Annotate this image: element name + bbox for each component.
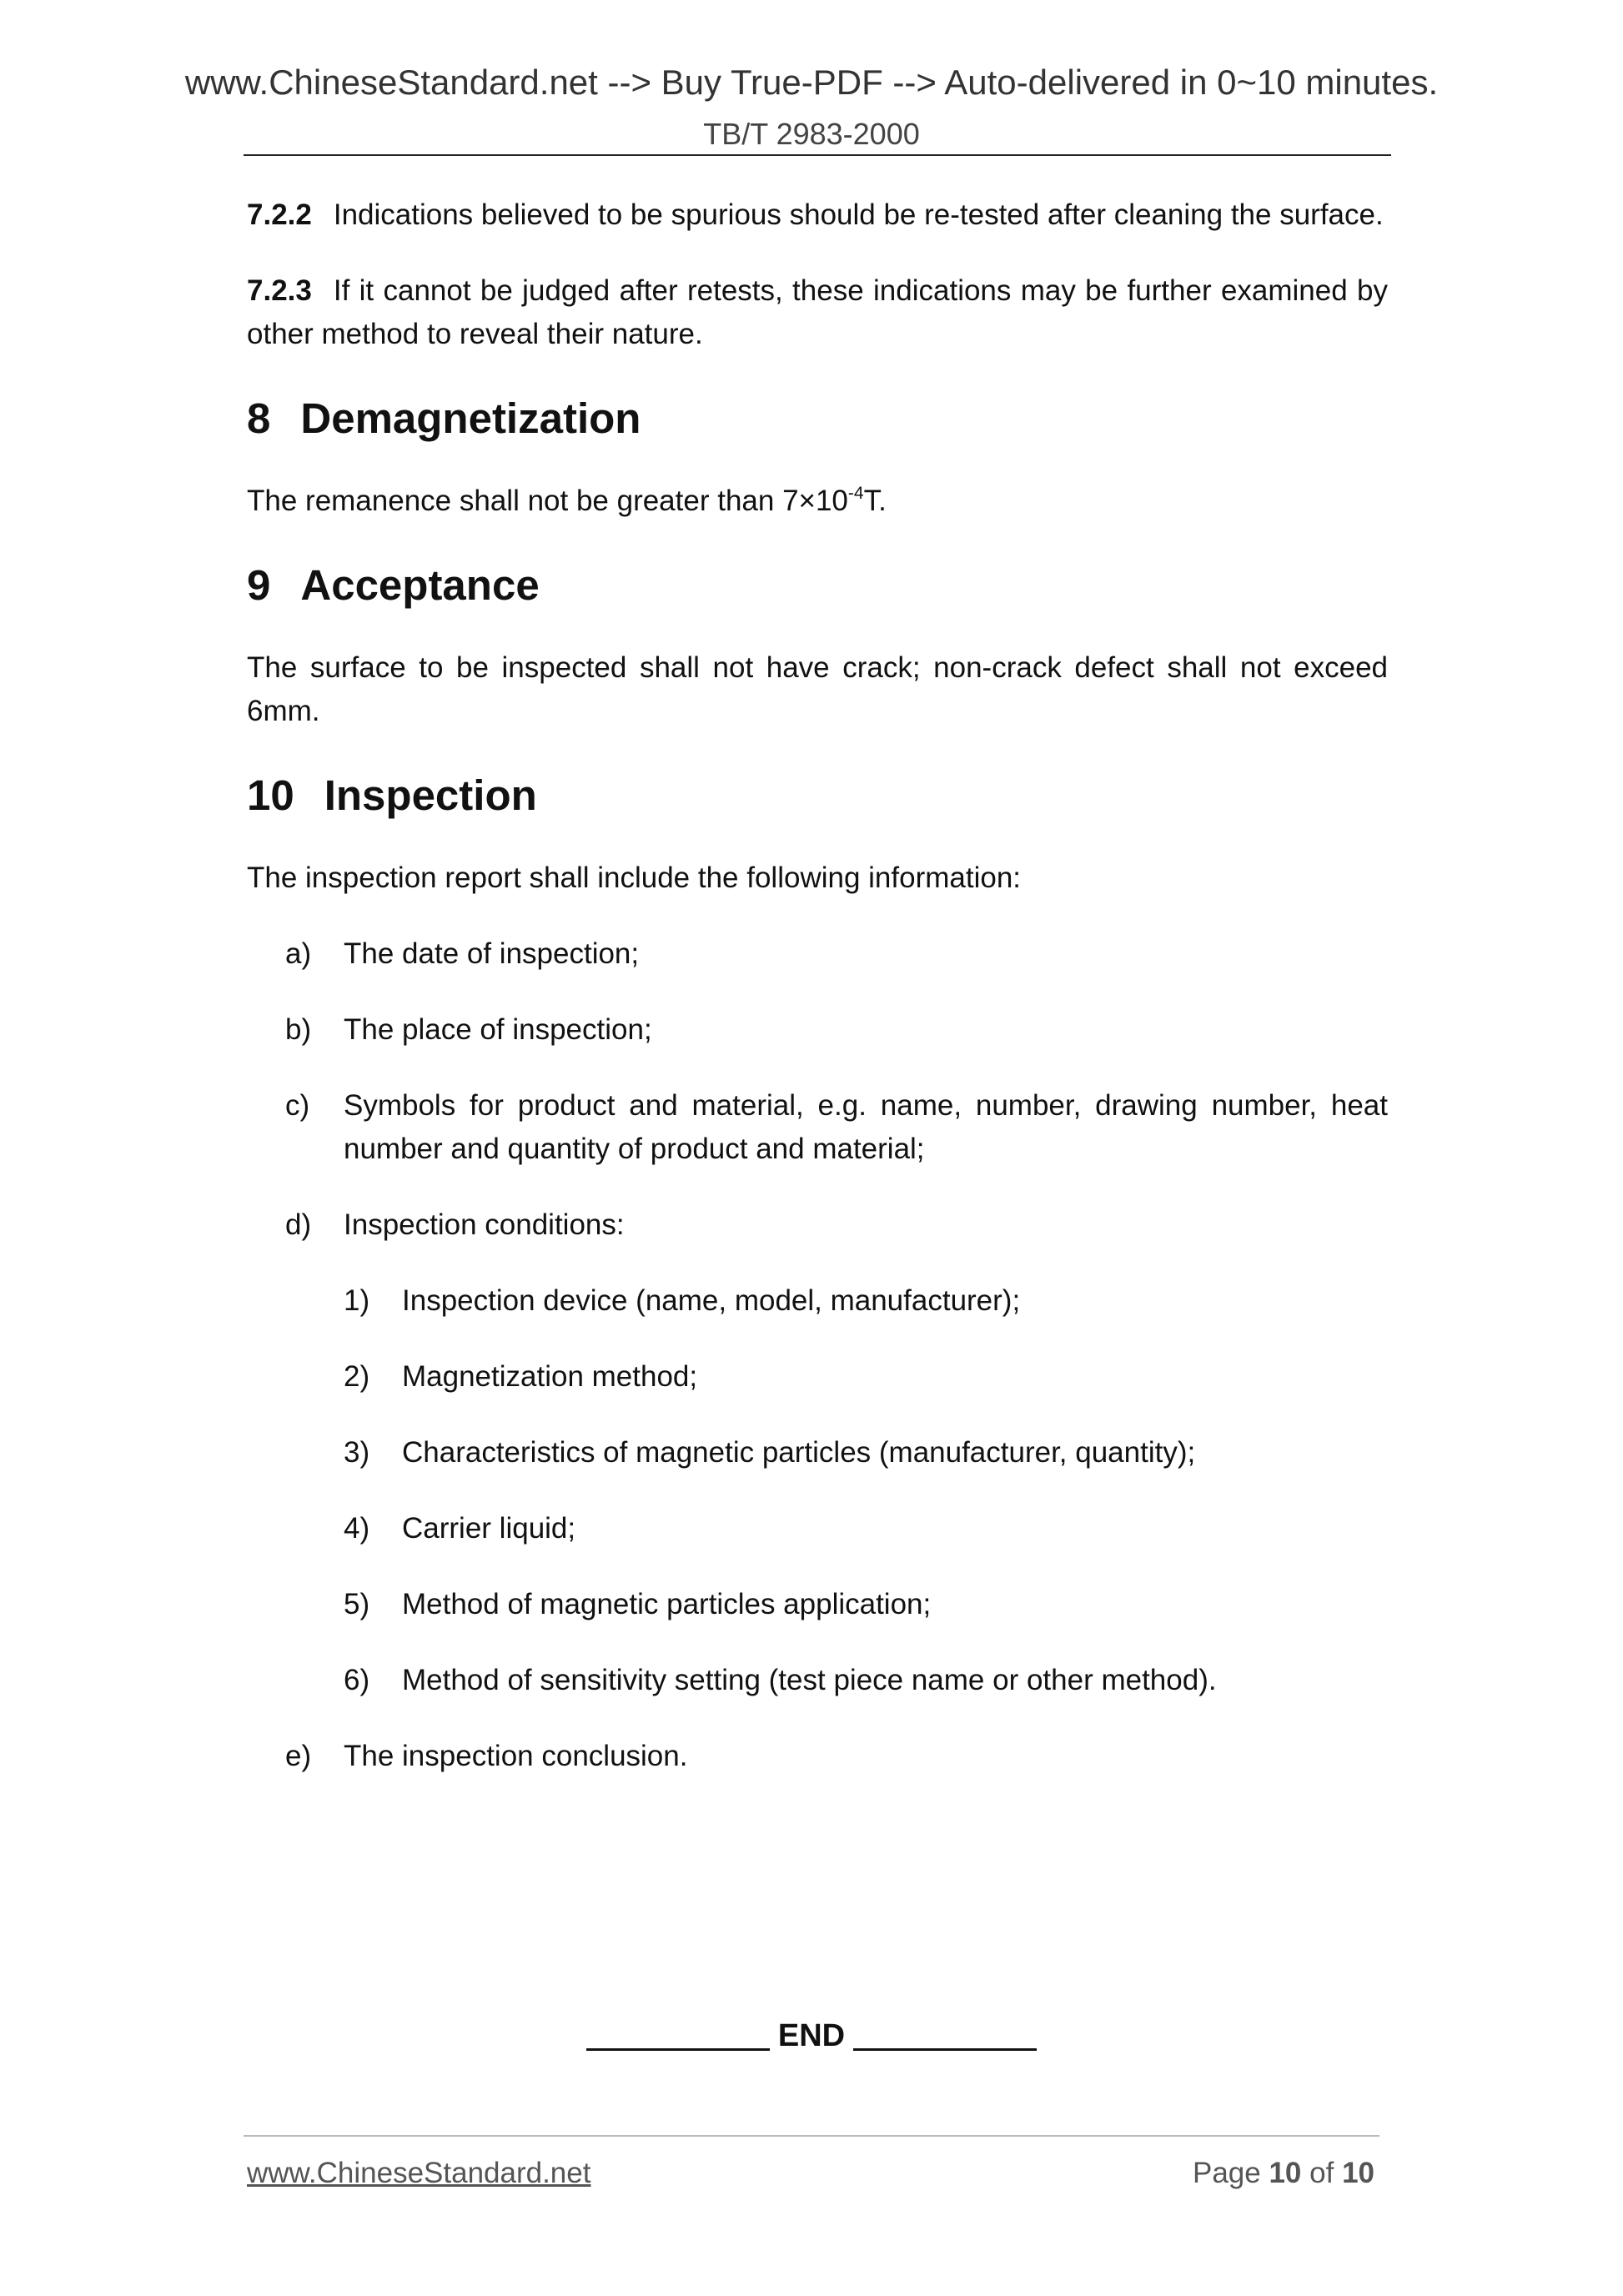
list-item-text: Method of sensitivity setting (test piece name or other method).: [402, 1664, 1217, 1696]
sub-list-item: [344, 1659, 1388, 1702]
end-rule-left: [586, 2048, 770, 2051]
page-current: 10: [1269, 2157, 1302, 2189]
acceptance-text: The surface to be inspected shall not have crack; non-crack defect shall not exceed 6mm.: [247, 651, 1388, 727]
list-marker: 5): [344, 1588, 370, 1620]
list-item: [247, 932, 1388, 976]
inspection-intro: The inspection report shall include the following information:: [247, 862, 1022, 894]
list-marker: c): [285, 1089, 310, 1122]
list-item-text: Symbols for product and material, e.g. name, number, drawing number, heat number and quantity of product and material;: [344, 1089, 1388, 1165]
text-part: The remanence shall not be greater than 7×10: [247, 485, 848, 517]
exponent: -4: [847, 484, 864, 503]
footer-divider: [244, 2135, 1379, 2137]
section-heading-demagnetization: [247, 394, 1388, 444]
section-title: Inspection: [324, 771, 537, 819]
list-item-text: Magnetization method;: [402, 1360, 698, 1393]
list-marker: 3): [344, 1436, 370, 1469]
clause-text: Indications believed to be spurious should be re-tested after cleaning the surface.: [333, 198, 1384, 231]
list-item-text: Inspection conditions:: [344, 1208, 625, 1241]
list-item: [247, 1735, 1388, 1778]
header-divider: [244, 154, 1391, 156]
inspection-report-list: [247, 932, 1388, 1778]
page-prefix: Page: [1192, 2157, 1261, 2189]
list-marker: 4): [344, 1512, 370, 1545]
footer-site-link[interactable]: www.ChineseStandard.net: [247, 2157, 591, 2189]
list-marker: b): [285, 1013, 312, 1046]
list-marker: 1): [344, 1284, 370, 1317]
list-item: [247, 1008, 1388, 1052]
sub-list-item: [344, 1355, 1388, 1399]
sub-list-item: [344, 1279, 1388, 1323]
sub-list-item: [344, 1583, 1388, 1626]
list-item-text: Method of magnetic particles application;: [402, 1588, 932, 1620]
section-number: 9: [247, 561, 271, 609]
page-indicator: [1193, 2157, 1374, 2190]
list-item-text: Inspection device (name, model, manufacturer);: [402, 1284, 1021, 1317]
section-number: 8: [247, 394, 271, 442]
section-title: Demagnetization: [300, 394, 641, 442]
list-item-text: The date of inspection;: [344, 937, 640, 970]
page-of: of: [1309, 2157, 1334, 2189]
list-item-text: Characteristics of magnetic particles (manufacturer, quantity);: [402, 1436, 1196, 1469]
inspection-conditions-list: [344, 1279, 1388, 1702]
section-heading-inspection: [247, 771, 1388, 821]
list-marker: d): [285, 1208, 312, 1241]
site-banner: www.ChineseStandard.net --> Buy True-PDF --> Auto-delivered in 0~10 minutes.: [184, 63, 1439, 102]
document-body: [247, 193, 1388, 1811]
list-marker: e): [285, 1740, 312, 1772]
document-code: TB/T 2983-2000: [703, 117, 920, 151]
section-number: 10: [247, 771, 294, 819]
end-marker: [0, 2018, 1623, 2054]
page-total: 10: [1342, 2157, 1374, 2189]
clause-7-2-3: [247, 269, 1388, 356]
demagnetization-text: [247, 480, 1388, 523]
section-title: Acceptance: [300, 561, 540, 609]
sub-list-item: [344, 1431, 1388, 1475]
end-label: END: [777, 2018, 846, 2053]
list-item: [247, 1203, 1388, 1702]
list-item-text: The place of inspection;: [344, 1013, 652, 1046]
end-rule-right: [853, 2048, 1037, 2051]
clause-number: 7.2.3: [247, 274, 312, 307]
list-marker: 6): [344, 1664, 370, 1696]
text-part: T.: [863, 485, 887, 517]
list-marker: a): [285, 937, 312, 970]
list-item-text: Carrier liquid;: [402, 1512, 576, 1545]
list-item-text: The inspection conclusion.: [344, 1740, 688, 1772]
sub-list-item: [344, 1507, 1388, 1550]
clause-7-2-2: [247, 193, 1388, 237]
list-item: [247, 1084, 1388, 1171]
clause-number: 7.2.2: [247, 198, 312, 231]
clause-text: If it cannot be judged after retests, these indications may be further examined by other method to reveal their nature.: [247, 274, 1388, 350]
list-marker: 2): [344, 1360, 370, 1393]
section-heading-acceptance: [247, 560, 1388, 610]
